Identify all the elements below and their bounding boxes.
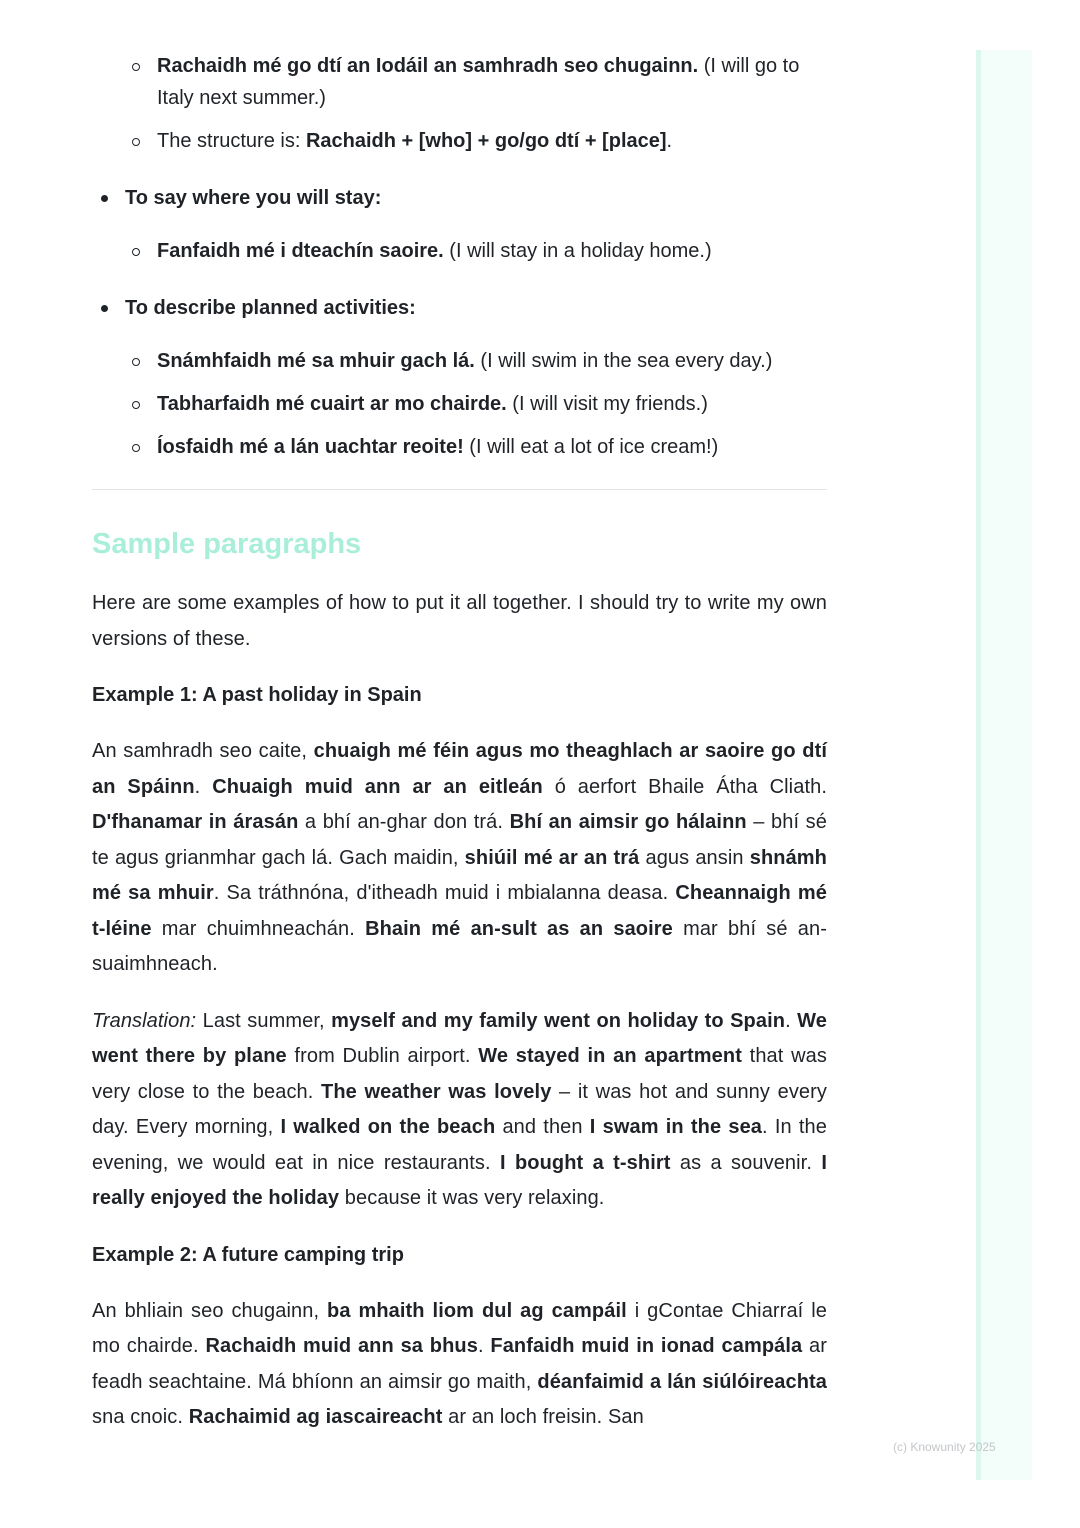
phrase-translation: (I will go to Italy next summer.) — [157, 55, 800, 109]
bold-phrase: shnámh mé sa mhuir — [92, 846, 827, 904]
bold-phrase: I really enjoyed the holiday — [92, 1151, 827, 1209]
phrase-translation: (I will eat a lot of ice cream!) — [463, 436, 719, 458]
section-intro: Here are some examples of how to put it all together. I should try to write my own versions of these. — [92, 592, 827, 650]
sidebar-strip — [976, 50, 1032, 1480]
text-run: ar feadh seachtaine. Má bhíonn an aimsir go maith, — [92, 1335, 828, 1393]
list-item — [92, 50, 827, 114]
bold-phrase: I walked on the beach — [280, 1116, 496, 1138]
heading-stay: To say where you will stay: — [125, 187, 382, 209]
example-2-heading: Example 2: A future camping trip — [92, 1243, 404, 1266]
text-run: An bhliain seo chugainn, — [92, 1299, 328, 1322]
list-item — [92, 125, 827, 157]
hollow-bullet-icon — [132, 358, 140, 366]
top-list-activities — [92, 292, 827, 324]
heading-activities: To describe planned activities: — [125, 297, 416, 319]
text-run: – it was hot and sunny every day. Every morning, — [92, 1080, 828, 1138]
bold-phrase: We stayed in an apartment — [478, 1045, 742, 1067]
phrase-irish: Fanfaidh mé i dteachín saoire. — [157, 240, 444, 262]
bold-phrase: Cheannaigh mé t-léine — [92, 882, 827, 940]
text-run: because it was very relaxing. — [339, 1187, 605, 1209]
list-item — [92, 431, 827, 463]
bold-phrase: Bhain mé an-sult as an saoire — [365, 917, 673, 940]
sidebar-accent-line — [976, 50, 981, 1480]
bold-phrase: déanfaimid a lán siúlóireachta — [537, 1370, 827, 1393]
text-run: mar chuimhneachán. — [151, 917, 366, 940]
bold-phrase: Fanfaidh muid in ionad campála — [490, 1335, 803, 1357]
structure-period: . — [666, 130, 673, 152]
phrase-irish: Snámhfaidh mé sa mhuir gach lá. — [157, 350, 475, 372]
hollow-bullet-icon — [132, 138, 140, 146]
example-1-heading: Example 1: A past holiday in Spain — [92, 684, 422, 706]
phrase-translation: (I will swim in the sea every day.) — [474, 350, 773, 372]
list-heading-activities — [92, 292, 827, 324]
hollow-bullet-icon — [132, 401, 140, 409]
text-run: An samhradh seo caite, — [92, 740, 314, 762]
bold-phrase: myself and my family went on holiday to Spain — [331, 1009, 786, 1032]
bold-phrase: Bhí an aimsir go hálainn — [509, 811, 747, 833]
text-run: from Dublin airport. — [286, 1045, 479, 1067]
text-run: . In the evening, we would eat in nice restaurants. — [92, 1116, 827, 1174]
phrase-translation: (I will stay in a holiday home.) — [443, 240, 712, 262]
copyright-footer: (c) Knowunity 2025 — [893, 1440, 996, 1454]
text-run: ó aerfort Bhaile Átha Cliath. — [542, 775, 827, 798]
text-run: and then — [495, 1116, 590, 1138]
text-run: agus ansin — [639, 846, 750, 869]
example-2-irish-paragraph — [92, 1294, 827, 1436]
hollow-bullet-icon — [132, 248, 140, 256]
text-run: Last summer, — [196, 1009, 332, 1032]
document-content — [92, 50, 827, 1436]
text-run: – bhí sé te agus grianmhar gach lá. Gach maidin, — [92, 811, 827, 869]
bold-phrase: shiúil mé ar an trá — [464, 846, 640, 869]
list-item — [92, 235, 827, 267]
filled-bullet-icon — [101, 195, 108, 202]
translation-text — [92, 1010, 827, 1210]
sub-list-activities — [92, 345, 827, 463]
hollow-bullet-icon — [132, 63, 140, 71]
bold-phrase: I swam in the sea — [589, 1116, 763, 1138]
bold-phrase: chuaigh mé féin agus mo theaghlach ar saoire go dtí an Spáinn — [92, 740, 827, 798]
phrase-irish: Íosfaidh mé a lán uachtar reoite! — [157, 436, 464, 458]
text-run: . — [477, 1335, 491, 1357]
list-heading-stay — [92, 182, 827, 214]
top-list-stay — [92, 182, 827, 214]
translation-label: Translation: — [92, 1009, 197, 1032]
text-run: . — [194, 775, 213, 798]
bold-phrase: The weather was lovely — [321, 1080, 552, 1103]
text-run: . Sa tráthnóna, d'itheadh muid i mbialanna deasa. — [213, 882, 676, 904]
list-item — [92, 388, 827, 420]
bold-phrase: Rachaimid ag iascaireacht — [188, 1406, 443, 1428]
text-run: as a souvenir. — [670, 1151, 822, 1174]
bold-phrase: I bought a t-shirt — [499, 1151, 671, 1174]
sub-list-go — [92, 50, 827, 157]
bold-phrase: Chuaigh muid ann ar an eitleán — [212, 775, 543, 798]
text-run: ar an loch freisin. San — [442, 1406, 644, 1428]
example-1-translation-paragraph — [92, 1004, 827, 1217]
hollow-bullet-icon — [132, 444, 140, 452]
text-run: that was very close to the beach. — [92, 1045, 827, 1103]
sub-list-stay — [92, 235, 827, 267]
filled-bullet-icon — [101, 305, 108, 312]
bold-phrase: Rachaidh muid ann sa bhus — [205, 1335, 478, 1357]
text-run: sna cnoic. — [92, 1406, 189, 1428]
section-title: Sample paragraphs — [92, 528, 362, 560]
phrase-irish: Tabharfaidh mé cuairt ar mo chairde. — [157, 393, 507, 415]
horizontal-divider — [92, 489, 827, 490]
bold-phrase: We went there by plane — [92, 1009, 827, 1067]
bold-phrase: ba mhaith liom dul ag campáil — [327, 1299, 627, 1322]
text-run: i gContae Chiarraí le mo chairde. — [92, 1299, 827, 1357]
text-run: a bhí an-ghar don trá. — [298, 811, 510, 833]
text-run: . — [785, 1009, 798, 1032]
list-item — [92, 345, 827, 377]
bold-phrase: D'fhanamar in árasán — [92, 811, 299, 833]
text-run: mar bhí sé an-suaimhneach. — [92, 917, 827, 975]
structure-label: The structure is: — [157, 130, 306, 152]
phrase-translation: (I will visit my friends.) — [506, 393, 708, 415]
structure-formula: Rachaidh + [who] + go/go dtí + [place] — [305, 130, 667, 152]
phrase-irish: Rachaidh mé go dtí an Iodáil an samhradh seo chugainn. — [157, 55, 699, 77]
example-1-irish-paragraph — [92, 734, 827, 983]
